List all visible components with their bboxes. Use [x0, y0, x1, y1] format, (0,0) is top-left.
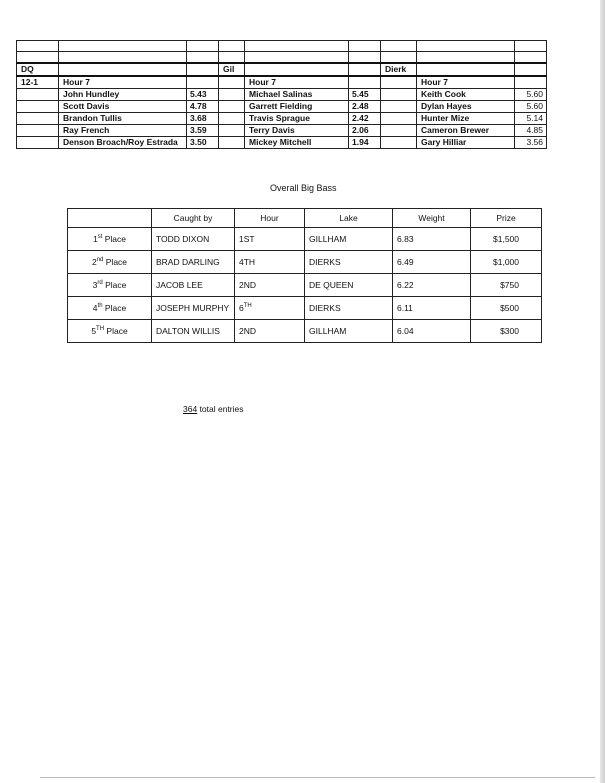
hour-cell: 2ND	[235, 274, 305, 297]
weight-cell: 6.49	[393, 251, 471, 274]
weight-value: 5.14	[515, 113, 547, 125]
lake-cell: DE QUEEN	[305, 274, 393, 297]
table-row	[68, 251, 542, 274]
lake-cell: DIERKS	[305, 297, 393, 320]
header-weight: Weight	[393, 209, 471, 228]
header-caught-by: Caught by	[152, 209, 235, 228]
angler-name: Hunter Mize	[417, 113, 515, 125]
weight-value: 1.94	[349, 137, 381, 149]
caught-by-cell: JOSEPH MURPHY	[152, 297, 235, 320]
angler-name: John Hundley	[59, 89, 187, 101]
weight-value: 5.60	[515, 89, 547, 101]
weight-value: 4.85	[515, 125, 547, 137]
table-row	[17, 125, 547, 137]
hour-cell: 6TH	[235, 297, 305, 320]
hour-cell: 1ST	[235, 228, 305, 251]
angler-name: Terry Davis	[245, 125, 349, 137]
division-label: 12-1	[17, 76, 59, 89]
prize-cell: $500	[471, 297, 542, 320]
place-cell: 4th Place	[68, 297, 152, 320]
table-row	[17, 137, 547, 149]
table-row	[17, 89, 547, 101]
weight-value: 2.48	[349, 101, 381, 113]
prize-cell: $1,500	[471, 228, 542, 251]
angler-name: Denson Broach/Roy Estrada	[59, 137, 187, 149]
scan-edge	[600, 0, 605, 783]
prize-cell: $1,000	[471, 251, 542, 274]
weight-cell: 6.04	[393, 320, 471, 343]
lake-cell: GILLHAM	[305, 320, 393, 343]
weight-cell: 6.83	[393, 228, 471, 251]
big-bass-header-row	[68, 209, 542, 228]
header-lake: Lake	[305, 209, 393, 228]
angler-name: Keith Cook	[417, 89, 515, 101]
weight-cell: 6.22	[393, 274, 471, 297]
hour-label-dierk: Hour 7	[417, 76, 515, 89]
weight-cell: 6.11	[393, 297, 471, 320]
weight-value: 3.56	[515, 137, 547, 149]
place-cell: 3rd Place	[68, 274, 152, 297]
hour-cell: 2ND	[235, 320, 305, 343]
total-entries	[183, 404, 244, 414]
weight-value: 3.50	[187, 137, 219, 149]
angler-name: Travis Sprague	[245, 113, 349, 125]
table-row	[17, 101, 547, 113]
table-row	[68, 320, 542, 343]
angler-name: Scott Davis	[59, 101, 187, 113]
angler-name: Michael Salinas	[245, 89, 349, 101]
weight-value: 2.06	[349, 125, 381, 137]
weight-value: 5.43	[187, 89, 219, 101]
angler-name: Ray French	[59, 125, 187, 137]
lake-header-row	[17, 63, 547, 76]
hour-label-dq: Hour 7	[59, 76, 187, 89]
prize-cell: $300	[471, 320, 542, 343]
header-prize: Prize	[471, 209, 542, 228]
lake-name-gil: Gil	[219, 63, 245, 76]
big-bass-title: Overall Big Bass	[270, 183, 337, 193]
weight-value: 5.60	[515, 101, 547, 113]
hour-header-row	[17, 76, 547, 89]
angler-name: Brandon Tullis	[59, 113, 187, 125]
entries-label: total entries	[199, 404, 244, 414]
angler-name: Garrett Fielding	[245, 101, 349, 113]
prize-cell: $750	[471, 274, 542, 297]
caught-by-cell: BRAD DARLING	[152, 251, 235, 274]
hourly-results-table	[16, 40, 547, 149]
weight-value: 4.78	[187, 101, 219, 113]
angler-name: Mickey Mitchell	[245, 137, 349, 149]
angler-name: Gary Hilliar	[417, 137, 515, 149]
place-cell: 1st Place	[68, 228, 152, 251]
place-cell: 5TH Place	[68, 320, 152, 343]
angler-name: Cameron Brewer	[417, 125, 515, 137]
table-row	[68, 274, 542, 297]
angler-name: Dylan Hayes	[417, 101, 515, 113]
lake-cell: DIERKS	[305, 251, 393, 274]
weight-value: 2.42	[349, 113, 381, 125]
lake-cell: GILLHAM	[305, 228, 393, 251]
caught-by-cell: DALTON WILLIS	[152, 320, 235, 343]
caught-by-cell: JACOB LEE	[152, 274, 235, 297]
hour-cell: 4TH	[235, 251, 305, 274]
page-bottom-line	[40, 777, 595, 778]
weight-value: 5.45	[349, 89, 381, 101]
weight-value: 3.68	[187, 113, 219, 125]
big-bass-table	[67, 208, 542, 343]
table-row	[68, 297, 542, 320]
entries-count: 364	[183, 404, 198, 414]
lake-name-dierk: Dierk	[381, 63, 417, 76]
table-row	[17, 113, 547, 125]
caught-by-cell: TODD DIXON	[152, 228, 235, 251]
place-cell: 2nd Place	[68, 251, 152, 274]
lake-name-dq: DQ	[17, 63, 59, 76]
hour-label-gil: Hour 7	[245, 76, 349, 89]
header-hour: Hour	[235, 209, 305, 228]
weight-value: 3.59	[187, 125, 219, 137]
table-row	[68, 228, 542, 251]
